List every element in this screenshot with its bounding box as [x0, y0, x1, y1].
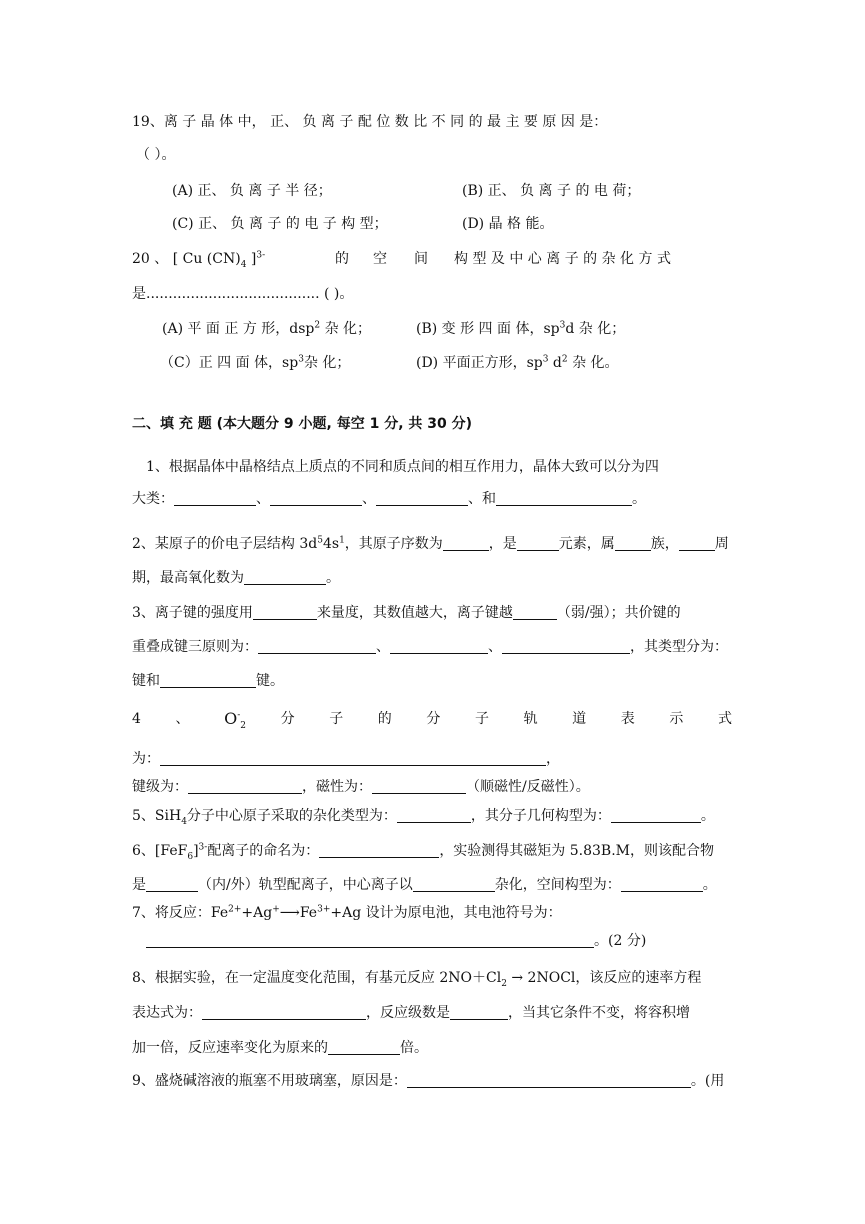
f7-line1: 7、将反应：$Fe^{2+}+Ag^+⟶Fe^{3+}+Ag$ 设计为原电池，其电池符号为： — [132, 904, 562, 921]
answer-blank[interactable] — [615, 536, 651, 551]
q20-option-a: (A) 平 面 正 方 形，dsp$^2$ 杂 化； — [162, 320, 372, 337]
q20-option-c: （C）正 四 面 体，$sp^3$杂 化； — [160, 354, 351, 371]
answer-blank[interactable] — [328, 1040, 400, 1055]
f7-line2: 。(2 分) — [146, 932, 646, 950]
f2-line2: 期，最高氧化数为 。 — [132, 570, 340, 586]
answer-blank[interactable] — [611, 808, 701, 823]
q20-word-2: 空 — [373, 251, 387, 267]
answer-blank[interactable] — [496, 491, 632, 506]
f6-line2: 是 （内/外）轨型配离子，中心离子以 杂化，空间构型为： 。 — [132, 877, 717, 893]
f3-line2: 重叠成键三原则为： 、 、 ，其类型分为： — [132, 639, 728, 655]
q20-stem-line2: 是....................................... ( )。 — [132, 286, 354, 302]
answer-blank[interactable] — [146, 933, 594, 948]
answer-blank[interactable] — [502, 639, 630, 654]
f8-line1: 8、根据实验，在一定温度变化范围，有基元反应 $2NO+Cl_2$ → 2NOCl，该反应的速率方程 — [132, 970, 702, 989]
section-heading: 二、填 充 题 (本大题分 9 小题, 每空 1 分, 共 30 分) — [132, 416, 473, 432]
answer-blank[interactable] — [413, 877, 495, 892]
f3-line1: 3、离子键的强度用 来量度，其数值越大，离子键越 （弱/强）；共价键的 — [132, 605, 681, 621]
f1-line1: 1、根据晶体中晶格结点上质点的不同和质点间的相互作用力，晶体大致可以分为四 — [146, 459, 659, 475]
answer-blank[interactable] — [258, 639, 376, 654]
q19-option-c: (C) 正、 负 离 子 的 电 子 构 型； — [172, 216, 388, 232]
answer-blank[interactable] — [174, 491, 256, 506]
answer-blank[interactable] — [160, 673, 256, 688]
answer-blank[interactable] — [443, 536, 489, 551]
answer-blank[interactable] — [202, 1005, 366, 1020]
q19-option-a: (A) 正、 负 离 子 半 径； — [172, 183, 332, 199]
q20-word-3: 间 — [414, 251, 428, 267]
q20-option-b: (B) 变 形 四 面 体，$sp^3d$ 杂 化； — [416, 320, 626, 337]
f5-line: 5、SiH$_4$分子中心原子采取的杂化类型为： ，其分子几何构型为： 。 — [132, 808, 715, 827]
q19-stem: 19、离 子 晶 体 中， 正、 负 离 子 配 位 数 比 不 同 的 最 主 要 原 因 是： — [132, 114, 608, 130]
f8-line2: 表达式为： ，反应级数是 ，当其它条件不变，将容积增 — [132, 1005, 690, 1021]
answer-blank[interactable] — [146, 877, 198, 892]
f6-line1: 6、$[FeF_6]^{3-}$配离子的命名为： ，实验测得其磁矩为 5.83B.M，则该配合物 — [132, 842, 715, 862]
answer-blank[interactable] — [160, 751, 546, 766]
answer-blank[interactable] — [450, 1005, 508, 1020]
answer-blank[interactable] — [679, 536, 715, 551]
q20-word-1: 的 — [335, 251, 349, 267]
answer-blank[interactable] — [517, 536, 559, 551]
q19-option-d: (D) 晶 格 能。 — [462, 216, 554, 232]
answer-blank[interactable] — [407, 1073, 691, 1088]
f4-line2: 为： ， — [132, 751, 560, 767]
f2-line1: 2、某原子的价电子层结构 $3d^54s^1$，其原子序数为 ，是 元素，属 族， 周 — [132, 535, 729, 552]
answer-blank[interactable] — [188, 779, 302, 794]
reaction-arrow: ⟶ — [279, 905, 300, 921]
answer-blank[interactable] — [397, 808, 471, 823]
q20-word-4: 构 型 及 中 心 离 子 的 杂 化 方 式 — [454, 251, 671, 267]
q20-stem: 20 、 [ Cu $(CN)_4$ ]$^{3-}$ — [132, 250, 266, 270]
answer-blank[interactable] — [372, 779, 466, 794]
answer-blank[interactable] — [253, 605, 317, 620]
f9-line1: 9、盛烧碱溶液的瓶塞不用玻璃塞，原因是： 。(用 — [132, 1073, 725, 1089]
q19-answer-paren: （ ）。 — [136, 147, 176, 163]
f4-line1: 4 、 $O^-_2$ 分 子 的 分 子 轨 道 表 示 式 — [132, 709, 732, 732]
answer-blank[interactable] — [390, 639, 488, 654]
f4-line3: 键级为： ，磁性为： （顺磁性/反磁性）。 — [132, 779, 590, 795]
answer-blank[interactable] — [513, 605, 557, 620]
f8-line3: 加一倍，反应速率变化为原来的 倍。 — [132, 1040, 428, 1056]
answer-blank[interactable] — [621, 877, 703, 892]
answer-blank[interactable] — [376, 491, 468, 506]
q20-option-d: (D) 平面正方形，$sp^3$ $d^2$ 杂 化。 — [416, 354, 619, 371]
answer-blank[interactable] — [270, 491, 362, 506]
f3-line3: 键和 键。 — [132, 673, 284, 689]
f1-line2: 大类： 、 、 、和 。 — [132, 491, 646, 507]
q19-option-b: (B) 正、 负 离 子 的 电 荷； — [462, 183, 641, 199]
answer-blank[interactable] — [319, 843, 439, 858]
answer-blank[interactable] — [244, 570, 326, 585]
